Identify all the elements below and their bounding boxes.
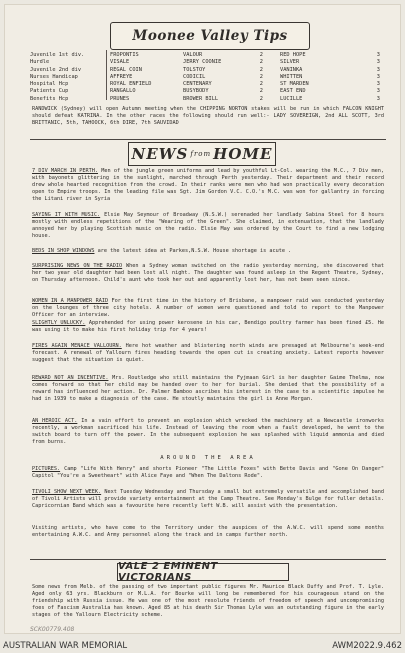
tip-horse: PRUNES xyxy=(110,95,130,102)
tip-rank: 3 xyxy=(376,66,380,73)
tip-rank: 3 xyxy=(376,95,380,102)
item-heading: 7 DIV MARCH IN PERTH. xyxy=(32,168,99,174)
item-body: Visiting artists, who have come to the Territory under the auspices of the A.W.C. will spend some months entertaining A.W.C. and Army personnel along the track and in camps further north. xyxy=(32,525,384,539)
item-body: Next Tuesday Wednesday and Thursday a small but extremely versatile and accomplished band of Tivoli Artists will provide variety entertainment at the Camp Theatre. See Monday's Bulge for fuller details. Capricornian Band which was a favourite here recently left W.B. will assist with the presentation. xyxy=(32,489,384,510)
item-body: Mrs. Routledge who still maintains the Fyjmaan Girl is her daughter Gaime Thelma, now comes forward so that her child may be handed over to her for burial. She denied that the possibility of a reward has influenced her action. Dr. Palmer Bamboo ascribes his interest in the case to a scientific impulse he had in 1939 to make a diagnosis of the case. He stoutly maintains the girl is Anne Morgan. xyxy=(32,375,384,403)
item-body: When a Sydney woman switched on the radio yesterday morning, she discovered that her two year old daughter had been lost all night. The daughter was found asleep in the Regent Theatre, Sydney, on Thursday afternoon. Child's aunt who took her out and apparently lost her, has not been seen since. xyxy=(32,263,384,284)
tip-rank: 2 xyxy=(259,66,263,73)
around-the-area-heading: AROUND THE AREA xyxy=(160,455,256,461)
page-title: Moonee Valley Tips xyxy=(110,22,310,50)
tip-horse: ST MARDEN xyxy=(280,81,309,88)
tips-second-column xyxy=(183,52,263,103)
tip-rank: 2 xyxy=(259,81,263,88)
randwick-paragraph: RANDWICK (Sydney) will open Autumn meeting when the CHIPPING NORTON stakes will be run in which FALCON KNIGHT should defeat KATRINA. In the other races the following should run well:- LADY SOVEREIGN, 2nd ALL SCOTT, 3rd BRITTANIC, 5th, TAHOOCK, 6th DIRE, 7th SAUVIDAD xyxy=(32,106,384,126)
tip-rank: 2 xyxy=(259,73,263,80)
tip-horse: REGAL COIN xyxy=(110,66,142,73)
race-name: Juvenile 1st div. xyxy=(30,52,85,58)
tip-rank: 3 xyxy=(376,88,380,95)
item-heading: SLIGHTLY UNLUCKY. xyxy=(32,320,86,326)
tip-rank: 2 xyxy=(259,59,263,66)
tip-horse: TOLSTOY xyxy=(183,66,206,73)
tip-horse: ROYAL ENFIELD xyxy=(110,81,152,88)
tip-rank: 2 xyxy=(259,88,263,95)
item-heading: FIRES AGAIN MENACE VALLOURN. xyxy=(32,343,122,349)
tip-horse: CENTENARY xyxy=(183,81,212,88)
vale-heading: VALE 2 EMINENT VICTORIANS xyxy=(117,563,289,581)
news-item-radio xyxy=(32,263,384,284)
tip-rank: 3 xyxy=(376,81,380,88)
tip-rank: 3 xyxy=(376,59,380,66)
tip-horse: JERRY COONIE xyxy=(183,59,222,66)
news-item-unlucky xyxy=(32,320,384,334)
tip-horse: VISALE xyxy=(110,59,130,66)
item-heading: PICTURES. xyxy=(32,466,61,472)
tip-horse: AFFREYE xyxy=(110,73,133,80)
race-name: Hurdle xyxy=(30,59,50,66)
tip-horse: BUSYBODY xyxy=(183,88,209,95)
news-item-manpower xyxy=(32,298,384,319)
news-item-pictures xyxy=(32,466,384,480)
item-heading: REWARD NOT AN INCENTIVE. xyxy=(32,375,109,381)
item-body: Elsie May Seymour of Broadway (N.S.W.) serenaded her landlady Sabina Steel for 8 hours mostly with endless repetitions of the "Wearing of the Green". She claimed, in extenuation, that the landlady annoyed her by playing Scottish music on the radio. Elsie May was ordered by the Court to find a new lodging house. xyxy=(32,212,384,240)
item-body: Camp "Life With Henry" and shorts Pioneer "The Little Foxes" with Bette Davis and "Gone On Danger" Capitol "You're a Sweetheart" with Alice Faye and "When The Daltons Rode". xyxy=(32,466,384,480)
tip-horse: LUCILLE xyxy=(280,95,303,102)
news-item-beds xyxy=(32,248,384,255)
item-heading: AN HEROIC ACT. xyxy=(32,418,78,424)
divider xyxy=(30,559,386,560)
item-body: Apprehended for using power kerosene in his car, Bendigo poultry farmer has been fined £5. He was using it to make his first holiday trip for 4 years! xyxy=(32,320,385,334)
item-heading: WOMEN IN A MANPOWER RAID xyxy=(32,298,109,304)
tip-horse: RANGALLO xyxy=(110,88,136,95)
news-from-home-heading xyxy=(128,142,276,166)
tips-race-column xyxy=(30,52,108,103)
item-heading: SAYING IT WITH MUSIC. xyxy=(32,212,101,218)
tip-horse: RED HOPE xyxy=(280,52,306,58)
tip-horse: SILVER xyxy=(280,59,300,66)
news-item-music xyxy=(32,212,384,240)
race-name: Patients Cup xyxy=(30,88,69,95)
news-item-tivoli xyxy=(32,489,384,510)
divider xyxy=(30,139,386,140)
item-body: For the first time in the history of Brisbane, a manpower raid was conducted yesterday on the lounges of three city hotels. A number of women were questioned and told to report to the Manpower Officer for an interview. xyxy=(32,298,384,319)
news-word: NEWS xyxy=(131,145,189,163)
from-word: from xyxy=(190,150,212,158)
item-heading: TIVOLI SHOW NEXT WEEK. xyxy=(32,489,102,495)
catalogue-number: AWM2022.9.462 xyxy=(332,641,402,651)
tip-rank: 2 xyxy=(259,95,263,102)
race-name: Hospital Hcp xyxy=(30,81,69,88)
tips-first-column xyxy=(110,52,180,103)
item-heading: BEDS IN SHOP WINDOWS xyxy=(32,248,95,254)
tip-horse: WHITTEN xyxy=(280,73,303,80)
race-name: Benefits Hcp xyxy=(30,95,69,102)
tip-horse: FROPONTIS xyxy=(110,52,139,58)
tip-rank: 3 xyxy=(376,52,380,58)
news-item-fires xyxy=(32,343,384,364)
tip-horse: BROWER BILL xyxy=(183,95,219,102)
race-name: Juvenile 2nd div xyxy=(30,66,82,73)
news-item-reward xyxy=(32,375,384,403)
item-body: In a vain effort to prevent an explosion which wrecked the machinery at a Newcastle ironworks recently, a workman sacrificed his life. Instead of leaving the room when a fault developed, he went to the switch board to turn off the power. In the subsequent explosion he was splashed with liquid ammonia and died from burns. xyxy=(32,418,384,446)
race-name: Nurses Handicap xyxy=(30,73,78,80)
tip-rank: 2 xyxy=(259,52,263,58)
tip-horse: VANINKA xyxy=(280,66,303,73)
home-word: HOME xyxy=(213,145,273,163)
tip-horse: CODICIL xyxy=(183,73,206,80)
reference-number: SCK00779.408 xyxy=(30,626,75,633)
tip-rank: 3 xyxy=(376,73,380,80)
item-body: Here hot weather and blistering north winds are presaged at Melbourne's week-end forecast. A renewal of Yallourn fires heading towards the open cut is creating anxiety. Latest reports however suggest that the situation is quiet. xyxy=(32,343,384,364)
news-item-perth xyxy=(32,168,384,203)
item-heading: SURPRISING NEWS ON THE RADIO xyxy=(32,263,123,269)
news-item-heroic xyxy=(32,418,384,446)
tips-third-column xyxy=(280,52,380,103)
news-item-visiting-artists xyxy=(32,525,384,539)
item-body: are the latest idea at Parkes,N.S.W. House shortage is acute . xyxy=(94,248,292,254)
archive-footer xyxy=(0,641,405,653)
item-body: Men of the jungle green uniforms and lead by youthful Lt-Col. wearing the M.C., 7 Div men, with bayonets glittering in the sunlight, marched through Perth yesterday. Their department and their record drew whole hearted recognition from the crowd. In their ranks were men who had won practically every decoration open to Empire troops. In the leading file was Sgt. Jim Gordon V.C. C.O.'s M.C. was won for gallantry in forcing the Litani river in Syria xyxy=(32,168,384,203)
tip-horse: VALOUR xyxy=(183,52,203,58)
vale-paragraph: Some news from Melb. of the passing of two important public figures Mr. Maurice Black Duffy and Prof. T. Lyle. Aged only 63 yrs. Blackburn or M.L.A. for Bourke will long be remembered for his courageous stand on the friendship with Russia issue. He was one of the most resolute friends of freedom of speech and uncompromising foes of Fascism Australia has known. Aged 85 at his death Sir Thomas Lyle was an outstanding figure in the early stages of the Yallourn Electricity scheme. xyxy=(32,584,384,619)
archive-name: AUSTRALIAN WAR MEMORIAL xyxy=(3,641,128,651)
tip-horse: EAST END xyxy=(280,88,306,95)
column-divider xyxy=(106,50,107,100)
